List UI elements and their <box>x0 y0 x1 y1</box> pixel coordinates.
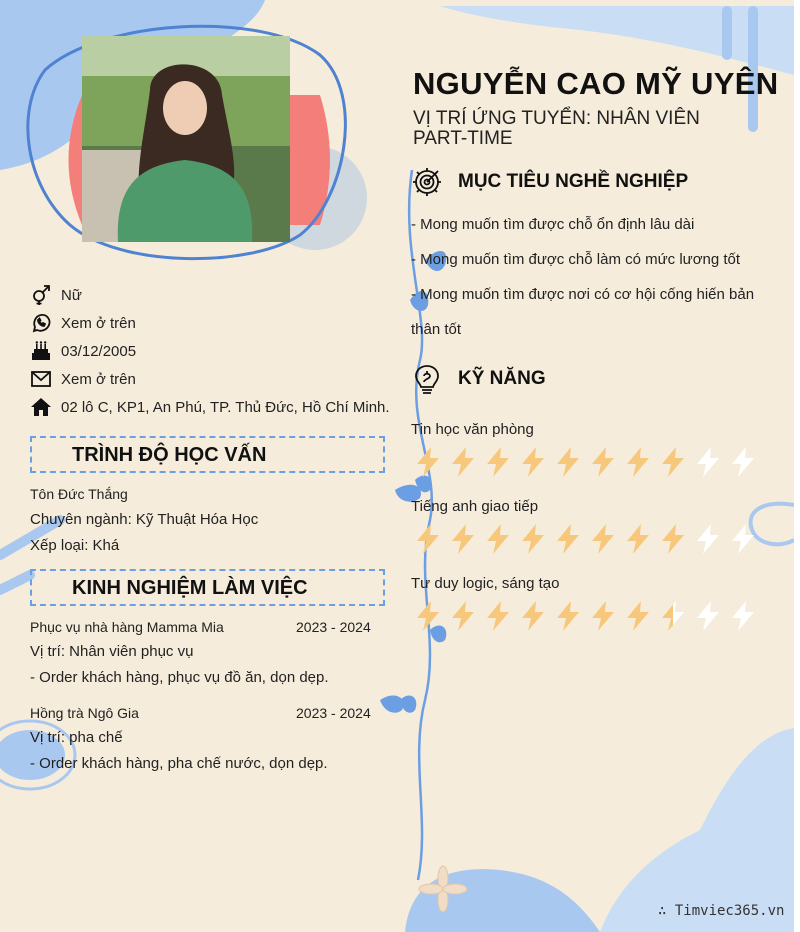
job-company: Hồng trà Ngô Gia <box>30 705 139 721</box>
info-email <box>30 368 136 390</box>
info-text: 03/12/2005 <box>61 342 137 360</box>
info-address <box>30 396 390 418</box>
education-grade: Xếp loại: Khá <box>30 537 120 554</box>
job-period: 2023 - 2024 <box>296 619 371 635</box>
job-role: Vị trí: pha chế <box>30 729 123 746</box>
bolt-filled-icon <box>657 600 689 632</box>
bolt-filled-icon <box>482 446 514 478</box>
skill-rating <box>412 600 759 632</box>
job-role: Vị trí: Nhân viên phục vụ <box>30 643 194 660</box>
objective-line: thân tốt <box>411 321 462 338</box>
bolt-filled-icon <box>412 446 444 478</box>
bolt-empty-icon <box>692 600 724 632</box>
bolt-filled-icon <box>482 600 514 632</box>
whatsapp-phone-icon <box>30 312 52 334</box>
bolt-empty-icon <box>727 600 759 632</box>
education-title: TRÌNH ĐỘ HỌC VẤN <box>72 444 267 466</box>
bolt-filled-icon <box>587 446 619 478</box>
objective-line: - Mong muốn tìm được chỗ ổn định lâu dài <box>411 216 695 233</box>
info-gender <box>30 284 82 306</box>
bolt-filled-icon <box>447 523 479 555</box>
education-section-title <box>30 436 385 473</box>
bolt-filled-icon <box>517 523 549 555</box>
bolt-filled-icon <box>587 523 619 555</box>
bolt-filled-icon <box>447 446 479 478</box>
education-major: Chuyên ngành: Kỹ Thuật Hóa Học <box>30 511 259 528</box>
bolt-filled-icon <box>622 523 654 555</box>
bolt-empty-icon <box>692 523 724 555</box>
info-text: 02 lô C, KP1, An Phú, TP. Thủ Đức, Hồ Chí Minh. <box>61 398 390 416</box>
birthday-cake-icon <box>30 340 52 362</box>
skills-title: KỸ NĂNG <box>458 368 546 389</box>
objective-title: MỤC TIÊU NGHỀ NGHIỆP <box>458 171 689 192</box>
email-icon <box>30 368 52 390</box>
skill-name: Tiếng anh giao tiếp <box>411 498 539 515</box>
info-text: Xem ở trên <box>61 370 136 388</box>
lightbulb-icon <box>410 362 444 396</box>
skill-name: Tin học văn phòng <box>411 421 534 438</box>
info-phone <box>30 312 136 334</box>
bolt-filled-icon <box>412 523 444 555</box>
experience-section-title <box>30 569 385 606</box>
objective-line: - Mong muốn tìm được nơi có cơ hội cống hiến bản <box>411 286 755 303</box>
bolt-filled-icon <box>587 600 619 632</box>
bolt-empty-icon <box>692 446 724 478</box>
gender-icon <box>30 284 52 306</box>
site-logo: ∴ Timviec365.vn <box>658 903 785 919</box>
bolt-filled-icon <box>657 523 689 555</box>
job-company: Phục vụ nhà hàng Mamma Mia <box>30 619 224 635</box>
candidate-name: NGUYỄN CAO MỸ UYÊN <box>413 66 779 101</box>
bolt-filled-icon <box>552 600 584 632</box>
bolt-filled-icon <box>517 446 549 478</box>
skill-rating <box>412 523 759 555</box>
target-gear-icon <box>410 165 444 199</box>
job-description: - Order khách hàng, phục vụ đồ ăn, dọn dẹp. <box>30 669 329 686</box>
objective-header <box>410 165 688 199</box>
bolt-filled-icon <box>552 446 584 478</box>
info-text: Nữ <box>61 286 82 304</box>
bolt-filled-icon <box>657 446 689 478</box>
skill-name: Tư duy logic, sáng tạo <box>411 575 560 592</box>
bolt-filled-icon <box>622 600 654 632</box>
bolt-filled-icon <box>517 600 549 632</box>
info-birthday <box>30 340 136 362</box>
bolt-filled-icon <box>622 446 654 478</box>
skills-header <box>410 362 546 396</box>
info-text: Xem ở trên <box>61 314 136 332</box>
applied-position: VỊ TRÍ ỨNG TUYỂN: NHÂN VIÊN PART-TIME <box>413 108 700 149</box>
bolt-filled-icon <box>447 600 479 632</box>
education-school: Tôn Đức Thắng <box>30 486 128 502</box>
bolt-filled-icon <box>412 600 444 632</box>
experience-title: KINH NGHIỆM LÀM VIỆC <box>72 577 308 599</box>
home-icon <box>30 396 52 418</box>
skill-rating <box>412 446 759 478</box>
job-period: 2023 - 2024 <box>296 705 371 721</box>
bolt-filled-icon <box>482 523 514 555</box>
job-description: - Order khách hàng, pha chế nước, dọn dẹp. <box>30 755 328 772</box>
objective-line: - Mong muốn tìm được chỗ làm có mức lương tốt <box>411 251 741 268</box>
bolt-empty-icon <box>727 446 759 478</box>
bolt-empty-icon <box>727 523 759 555</box>
bolt-filled-icon <box>552 523 584 555</box>
